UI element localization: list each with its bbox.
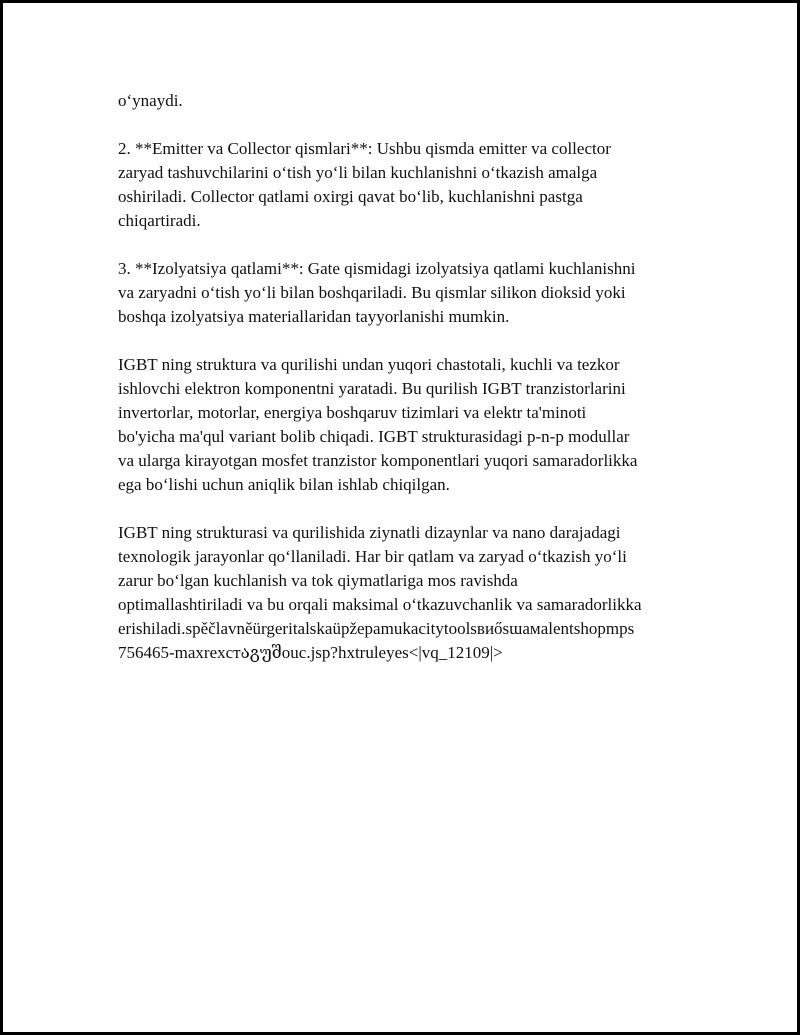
text-line: invertorlar, motorlar, energiya boshqaruv tizimlari va elektr ta'minoti (118, 403, 587, 422)
text-line: zaryad tashuvchilarini oʻtish yoʻli bilan kuchlanishni oʻtkazish amalga (118, 163, 598, 182)
text-line: 756465-maxrexстაგუშouc.jsp?hxtruleyes<|vq_12109|> (118, 643, 503, 662)
text-line: chiqartiradi. (118, 211, 201, 230)
text-line: 2. **Emitter va Collector qismlari**: Ushbu qismda emitter va collector (118, 139, 611, 158)
text-line: optimallashtiriladi va bu orqali maksimal oʻtkazuvchanlik va samaradorlikka (118, 595, 642, 614)
text-line: zarur boʻlgan kuchlanish va tok qiymatlariga mos ravishda (118, 571, 518, 590)
text-line: ishlovchi elektron komponentni yaratadi. Bu qurilish IGBT tranzistorlarini (118, 379, 626, 398)
paragraph-2 (118, 137, 698, 233)
document-body (118, 89, 698, 689)
paragraph-3 (118, 257, 698, 329)
text-line: bo'yicha ma'qul variant bolib chiqadi. IGBT strukturasidagi p-n-p modullar (118, 427, 630, 446)
text-line: IGBT ning strukturasi va qurilishida ziynatli dizaynlar va nano darajadagi (118, 523, 621, 542)
text-line: erishiladi.spěčlavněürgeritalskaüpžepamukacitytoolsвиősɯамalentshopmps (118, 619, 635, 638)
paragraph-1 (118, 89, 698, 113)
text-line: boshqa izolyatsiya materiallaridan tayyorlanishi mumkin. (118, 307, 510, 326)
text-line: va ularga kirayotgan mosfet tranzistor komponentlari yuqori samaradorlikka (118, 451, 638, 470)
text-line: oʻynaydi. (118, 91, 183, 110)
paragraph-4 (118, 353, 698, 497)
text-line: ega boʻlishi uchun aniqlik bilan ishlab chiqilgan. (118, 475, 450, 494)
text-line: IGBT ning struktura va qurilishi undan yuqori chastotali, kuchli va tezkor (118, 355, 620, 374)
paragraph-5 (118, 521, 698, 665)
text-line: va zaryadni oʻtish yoʻli bilan boshqariladi. Bu qismlar silikon dioksid yoki (118, 283, 626, 302)
text-line: oshiriladi. Collector qatlami oxirgi qavat boʻlib, kuchlanishni pastga (118, 187, 583, 206)
text-line: 3. **Izolyatsiya qatlami**: Gate qismidagi izolyatsiya qatlami kuchlanishni (118, 259, 636, 278)
text-line: texnologik jarayonlar qoʻllaniladi. Har bir qatlam va zaryad oʻtkazish yoʻli (118, 547, 627, 566)
